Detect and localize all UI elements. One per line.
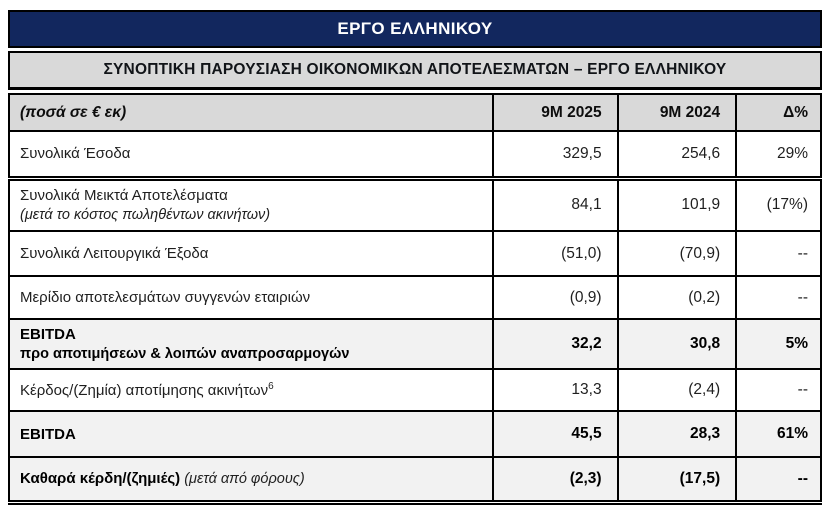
document-page	[8, 10, 822, 505]
column-header-delta-percent: Δ%	[736, 94, 821, 131]
table-row	[9, 231, 821, 276]
page-subtitle: ΣΥΝΟΠΤΙΚΗ ΠΑΡΟΥΣΙΑΣΗ ΟΙΚΟΝΟΜΙΚΩΝ ΑΠΟΤΕΛΕΣΜΑΤΩΝ – ΕΡΓΟ ΕΛΛΗΝΙΚΟΥ	[103, 61, 727, 78]
page-title: ΕΡΓΟ ΕΛΛΗΝΙΚΟΥ	[337, 19, 493, 38]
row-value: (2,4)	[618, 369, 737, 411]
row-value: --	[736, 457, 821, 502]
row-value: --	[736, 369, 821, 411]
row-value: 29%	[736, 131, 821, 178]
table-row	[9, 178, 821, 231]
row-value: (2,3)	[493, 457, 618, 502]
row-label: EBITDA προ αποτιμήσεων & λοιπών αναπροσαρμογών	[9, 319, 493, 369]
table-header-row	[9, 94, 821, 131]
table-row	[9, 276, 821, 319]
footnote-reference: 6	[268, 381, 274, 393]
title-bar	[8, 10, 822, 48]
subtitle-bar	[8, 51, 822, 90]
row-value: 5%	[736, 319, 821, 369]
row-value: --	[736, 231, 821, 276]
row-value: 101,9	[618, 178, 737, 231]
column-header-9m-2024: 9M 2024	[618, 94, 737, 131]
row-value: 30,8	[618, 319, 737, 369]
row-value: 84,1	[493, 178, 618, 231]
row-label: Καθαρά κέρδη/(ζημιές) (μετά από φόρους)	[9, 457, 493, 502]
row-label: Συνολικά Λειτουργικά Έξοδα	[9, 231, 493, 276]
table-row	[9, 411, 821, 457]
row-value: 13,3	[493, 369, 618, 411]
table-row	[9, 131, 821, 178]
row-value: 45,5	[493, 411, 618, 457]
row-value: 61%	[736, 411, 821, 457]
row-label: Κέρδος/(Ζημία) αποτίμησης ακινήτων$^6$	[9, 369, 493, 411]
column-header-9m-2025: 9M 2025	[493, 94, 618, 131]
table-row	[9, 319, 821, 369]
row-value: 32,2	[493, 319, 618, 369]
row-label: Συνολικά Μεικτά Αποτελέσματα (μετά το κόστος πωληθέντων ακινήτων)	[9, 178, 493, 231]
row-label: Συνολικά Έσοδα	[9, 131, 493, 178]
column-header-units: (ποσά σε € εκ)	[9, 94, 493, 131]
row-value: --	[736, 276, 821, 319]
row-value: (17,5)	[618, 457, 737, 502]
row-value: 329,5	[493, 131, 618, 178]
row-value: 254,6	[618, 131, 737, 178]
row-label: EBITDA	[9, 411, 493, 457]
table-row	[9, 369, 821, 411]
row-value: (0,9)	[493, 276, 618, 319]
row-label: Μερίδιο αποτελεσμάτων συγγενών εταιριών	[9, 276, 493, 319]
row-value: (17%)	[736, 178, 821, 231]
row-value: (0,2)	[618, 276, 737, 319]
financial-results-table	[8, 93, 822, 505]
row-value: (70,9)	[618, 231, 737, 276]
row-value: 28,3	[618, 411, 737, 457]
table-row	[9, 457, 821, 502]
row-value: (51,0)	[493, 231, 618, 276]
